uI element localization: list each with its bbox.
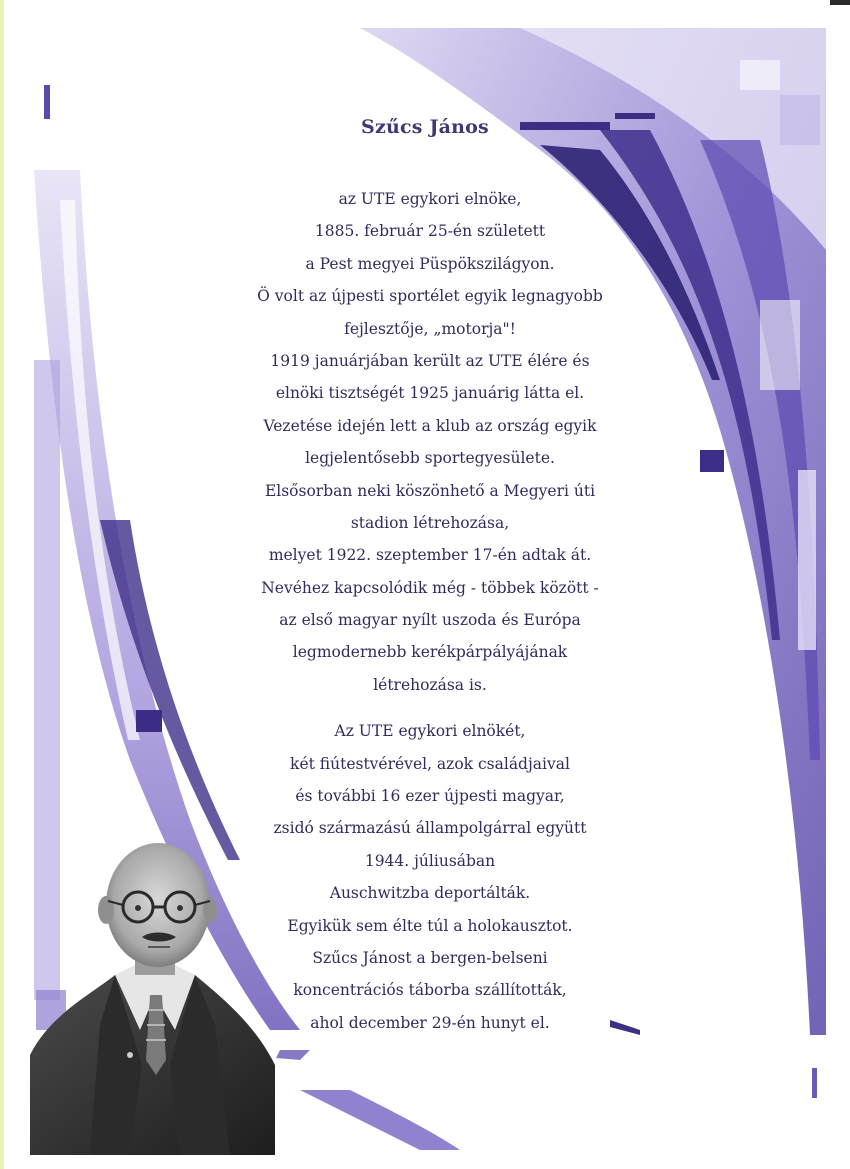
text-line: ahol december 29-én hunyt el. bbox=[310, 1013, 550, 1032]
page-title: Szűcs János bbox=[361, 116, 489, 138]
text-line: fejlesztője, „motorja"! bbox=[344, 319, 516, 338]
text-line: 1944. júliusában bbox=[364, 851, 496, 870]
text-line: létrehozása is. bbox=[373, 675, 487, 694]
text-line: melyet 1922. szeptember 17-én adtak át. bbox=[268, 546, 592, 565]
text-line: Nevéhez kapcsolódik még - többek között - bbox=[261, 578, 599, 597]
paragraph-2 bbox=[245, 715, 615, 1039]
text-line: legjelentősebb sportegyesülete. bbox=[305, 449, 555, 468]
text-line: stadion létrehozása, bbox=[350, 513, 510, 532]
text-line: elnöki tisztségét 1925 januárig látta el. bbox=[275, 384, 585, 403]
text-line: az első magyar nyílt uszoda és Európa bbox=[279, 611, 581, 630]
text-line: legmodernebb kerékpárpályájának bbox=[292, 643, 568, 662]
text-line: koncentrációs táborba szállították, bbox=[293, 981, 567, 1000]
text-line: Auschwitzba deportálták. bbox=[329, 884, 531, 903]
text-line: Szűcs Jánost a bergen-belseni bbox=[312, 948, 548, 967]
biography-text bbox=[245, 183, 615, 1039]
text-line: 1885. február 25-én született bbox=[314, 222, 546, 241]
text-line: Elsősorban neki köszönhető a Megyeri úti bbox=[264, 481, 596, 500]
text-line: Ö volt az újpesti sportélet egyik legnagyobb bbox=[257, 287, 603, 306]
text-line: az UTE egykori elnöke, bbox=[338, 190, 522, 208]
text-line: Egyikük sem élte túl a holokausztot. bbox=[287, 916, 573, 935]
text-line: és további 16 ezer újpesti magyar, bbox=[295, 787, 565, 806]
text-line: Vezetése idején lett a klub az ország egyik bbox=[263, 416, 597, 435]
text-line: 1919 januárjában került az UTE élére és bbox=[270, 351, 590, 370]
portrait-photo bbox=[30, 825, 275, 1155]
text-line: a Pest megyei Püspökszilágyon. bbox=[305, 254, 555, 273]
paragraph-1 bbox=[245, 183, 615, 701]
text-line: Az UTE egykori elnökét, bbox=[334, 722, 526, 741]
text-line: két fiútestvérével, azok családjaival bbox=[290, 754, 570, 773]
text-line: zsidó származású állampolgárral együtt bbox=[273, 819, 587, 838]
